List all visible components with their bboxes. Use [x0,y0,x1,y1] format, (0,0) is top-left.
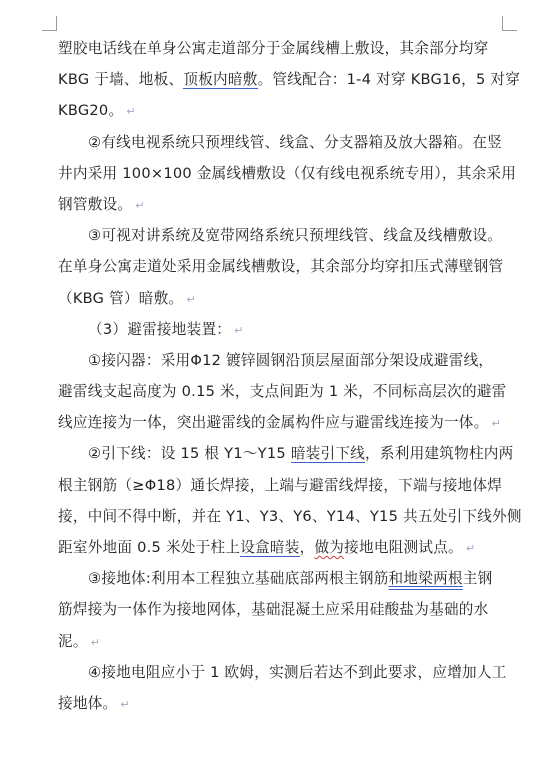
crop-mark-top-right [502,16,517,31]
paragraph-mark-icon: ↵ [126,105,136,119]
text-line-20: 泥。 ↵ [58,632,100,650]
text-line-9: （KBG 管）暗敷。 ↵ [58,289,196,307]
paragraph-mark-icon: ↵ [491,417,501,431]
text-line-1: 塑胶电话线在单身公寓走道部分于金属线槽上敷设，其余部分均穿 [58,40,489,57]
text-line-17: 距室外地面 0.5 米处于柱上设盒暗装，做为接地电阻测试点。 ↵ [58,539,476,556]
text-line-3: KBG20。 ↵ [58,102,136,120]
text-line-16: 接，中间不得中断，并在 Y1、Y3、Y6、Y14、Y15 共五处引下线外侧 [58,507,522,525]
grammar-underline: 暗装引下线 [290,445,366,463]
paragraph-mark-icon: ↵ [90,635,100,649]
paragraph-mark-icon: ↵ [465,542,476,555]
paragraph-mark-icon: ↵ [135,198,145,212]
text-line-19: 筋焊接为一体作为接地网体，基础混凝土应采用硅酸盐为基础的水 [58,601,489,619]
text-line-15: 根主钢筋（≥Φ18）通长焊接，上端与避雷线焊接，下端与接地体焊 [58,476,503,494]
text-line-13: 线应连接为一体，突出避雷线的金属构件应与避雷线连接为一体。 ↵ [58,414,501,432]
text-line-4: ②有线电视系统只预埋线管、线盒、分支器箱及放大器箱。在竖 [88,133,503,151]
grammar-underline: 和地梁两根 [388,570,463,588]
text-line-14: ②引下线：设 15 根 Y1～Y15 暗装引下线，系利用建筑物柱内两 [88,445,514,463]
paragraph-mark-icon: ↵ [120,697,130,711]
grammar-underline: 顶板内暗敷 [183,71,258,89]
text-line-22: 接地体。 ↵ [58,694,130,712]
document-body[interactable] [58,33,522,719]
section-heading: （3）避雷接地装置： ↵ [88,320,244,338]
text-line-18: ③接地体:利用本工程独立基础底部两根主钢筋和地梁两根主钢 [88,570,493,588]
text-line-6: 钢管敷设。 ↵ [58,195,145,213]
paragraph-mark-icon: ↵ [186,292,196,306]
text-line-8: 在单身公寓走道处采用金属线槽敷设，其余部分均穿扣压式薄壁钢管 [58,258,504,276]
text-line-5: 井内采用 100×100 金属线槽敷设（仅有线电视系统专用），其余采用 [58,164,517,182]
text-line-2: KBG 于墙、地板、顶板内暗敷。管线配合：1-4 对穿 KBG16，5 对穿 [58,71,521,89]
text-line-12: 避雷线支起高度为 0.15 米，支点间距为 1 米，不同标高层次的避雷 [58,383,507,401]
crop-mark-top-left [42,16,57,31]
text-line-21: ④接地电阻应小于 1 欧姆，实测后若达不到此要求，应增加人工 [88,663,507,681]
paragraph-mark-icon: ↵ [234,323,244,337]
spelling-underline: 做为 [314,539,345,556]
text-line-11: ①接闪器：采用Φ12 镀锌圆钢沿顶层屋面部分架设成避雷线， [88,351,494,369]
text-line-7: ③可视对讲系统及宽带网络系统只预埋线管、线盒及线槽敷设。 [88,227,503,245]
grammar-underline: 设盒暗装 [240,539,300,556]
